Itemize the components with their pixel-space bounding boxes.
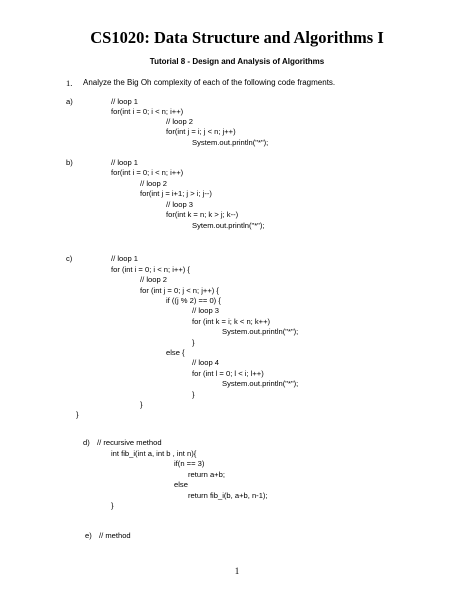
code-line: for (int k = i; k < n; k++) (192, 317, 271, 326)
code-line: // recursive method (97, 438, 162, 447)
part-e-label: e) (85, 531, 92, 540)
code-line: for(int j = i+1; j > i; j--) (140, 189, 212, 198)
document-subtitle: Tutorial 8 - Design and Analysis of Algorithms (149, 57, 325, 66)
code-line: } (140, 400, 143, 409)
code-line: System.out.println("*"); (222, 379, 299, 388)
code-line: // loop 2 (140, 275, 168, 284)
part-b-label: b) (66, 158, 73, 167)
code-line: // loop 4 (192, 358, 220, 367)
code-line: for(int i = 0; i < n; i++) (111, 107, 184, 116)
part-c-label: c) (66, 254, 73, 263)
code-line: return a+b; (188, 470, 225, 479)
code-line: } (111, 501, 114, 510)
part-d-label: d) (83, 438, 90, 447)
code-line: for(int i = 0; i < n; i++) (111, 168, 184, 177)
code-line: Sytem.out.println("*"); (192, 221, 265, 230)
code-line: } (76, 410, 79, 419)
code-line: for(int j = i; j < n; j++) (166, 127, 236, 136)
code-line: return fib_i(b, a+b, n-1); (188, 491, 268, 500)
question-text: Analyze the Big Oh complexity of each of the following code fragments. (83, 78, 336, 87)
code-line: // loop 3 (192, 306, 220, 315)
page-number: 1 (234, 566, 240, 576)
code-line: // loop 1 (111, 97, 139, 106)
code-line: for(int k = n; k > j; k--) (166, 210, 239, 219)
code-line: // loop 1 (111, 158, 139, 167)
code-line: System.out.println("*"); (192, 138, 269, 147)
code-line: } (192, 390, 195, 399)
question-number: 1. (66, 78, 73, 88)
code-line: // loop 2 (140, 179, 168, 188)
code-line: for (int l = 0; l < i; l++) (192, 369, 264, 378)
code-line: for (int i = 0; i < n; i++) { (111, 265, 190, 274)
code-line: for (int j = 0; j < n; j++) { (140, 286, 219, 295)
code-line: } (192, 338, 195, 347)
code-line: // loop 1 (111, 254, 139, 263)
code-line: else (174, 480, 188, 489)
document-title: CS1020: Data Structure and Algorithms I (90, 28, 384, 47)
code-line: // loop 2 (166, 117, 194, 126)
code-line: else { (166, 348, 185, 357)
code-line: System.out.println("*"); (222, 327, 299, 336)
code-line: if(n == 3) (174, 459, 205, 468)
code-line: // loop 3 (166, 200, 194, 209)
code-line: // method (99, 531, 131, 540)
part-a-label: a) (66, 97, 73, 106)
code-line: int fib_i(int a, int b , int n){ (111, 449, 197, 458)
code-line: if ((j % 2) == 0) { (166, 296, 221, 305)
